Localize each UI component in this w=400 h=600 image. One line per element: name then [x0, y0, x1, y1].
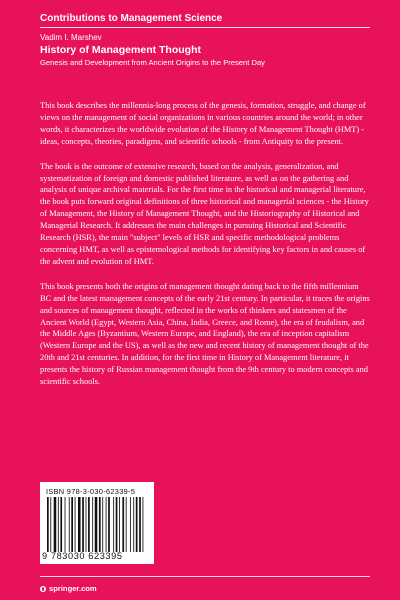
barcode-digits: 9 783030 623395 — [42, 551, 123, 561]
book-title: History of Management Thought — [40, 44, 201, 56]
bottom-divider — [40, 576, 370, 577]
isbn-barcode-box — [40, 482, 154, 564]
publisher-logo — [40, 584, 97, 593]
isbn-text: ISBN 978-3-030-62339-5 — [46, 487, 136, 496]
blurb-paragraph-1: This book describes the millennia-long process of the genesis, formation, struggle, and change of views on the management of social organizations in various countries around the world; in other words, it characterizes the worldwide evolution of the History of Management Thought (HMT) - ideas, concepts, theories, paradigms, and scientific schools - from Antiquity to the present. — [40, 101, 366, 146]
publisher-url: springer.com — [49, 584, 97, 593]
blurb-paragraph-2: The book is the outcome of extensive research, based on the analysis, generalization, and systematization of foreign and domestic published literature, as well as on the gathering and analysis of unique archival materials. For the first time in the historical and managerial literature, the book puts forward original definitions of three historical and managerial sciences - the History of Management, the History of Management Thought, and the Historiography of Historical and Managerial Research. It addresses the main challenges in pursuing Historical and Scientific Research (HSR), the main "subject" levels of HSR and specific methodological problems concerning HMT, as well as epistemological methods for identifying key factors in and causes of the advent and evolution of HMT. — [40, 161, 369, 266]
series-name: Contributions to Management Science — [40, 13, 223, 24]
top-divider — [40, 27, 370, 28]
blurb — [40, 100, 370, 401]
author-name: Vadim I. Marshev — [40, 33, 102, 42]
springer-horse-icon — [40, 586, 46, 592]
barcode-icon — [46, 497, 148, 552]
blurb-paragraph-3: This book presents both the origins of management thought dating back to the fifth millennium BC and the latest management concepts of the early 21st century. In particular, it traces the origins and sources of management thought, reflected in the works of thinkers and statesmen of the Ancient World (Egypt, Western Asia, China, India, Greece, and Rome), the era of feudalism, and the Middle Ages (Byzantium, Western Europe, and England), the era of inception capitalism (Western Europe and the US), as well as the new and recent history of management thought of the 20th and 21st centuries. In addition, for the first time in History of Management literature, it presents the history of Russian management thought from the 9th century to modern concepts and scientific schools. — [40, 281, 370, 387]
book-subtitle: Genesis and Development from Ancient Origins to the Present Day — [40, 58, 265, 67]
